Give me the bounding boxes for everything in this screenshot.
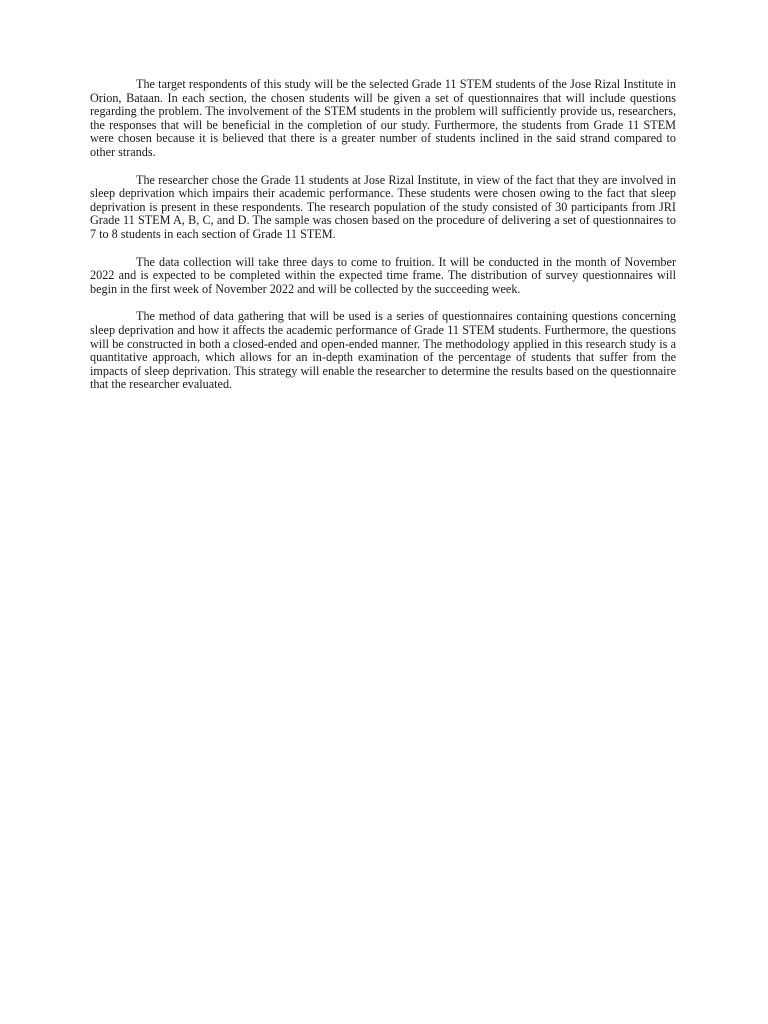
paragraph-data-collection: The data collection will take three days to come to fruition. It will be conducted in the month of November 2022 and is expected to be completed within the expected time frame. The distribution of survey questionnaires will begin in the first week of November 2022 and will be collected by the succeeding week. [90, 254, 676, 296]
paragraph-data-gathering-method: The method of data gathering that will be used is a series of questionnaires containing questions concerning sleep deprivation and how it affects the academic performance of Grade 11 STEM students. Furthermore, the questions will be constructed in both a closed-ended and open-ended manner. The methodology applied in this research study is a quantitative approach, which allows for an in-depth examination of the percentage of students that suffer from the impacts of sleep deprivation. This strategy will enable the researcher to determine the results based on the questionnaire that the researcher evaluated. [90, 309, 676, 392]
paragraph-target-respondents: The target respondents of this study will be the selected Grade 11 STEM students of the Jose Rizal Institute in Orion, Bataan. In each section, the chosen students will be given a set of questionnaires that will include questions regarding the problem. The involvement of the STEM students in the problem will sufficiently provide us, researchers, the responses that will be beneficial in the completion of our study. Furthermore, the students from Grade 11 STEM were chosen because it is believed that there is a greater number of students inclined in the said strand compared to other strands. [90, 77, 676, 159]
document-body [90, 78, 676, 406]
paragraph-research-population: The researcher chose the Grade 11 students at Jose Rizal Institute, in view of the fact that they are involved in sleep deprivation which impairs their academic performance. These students were chosen owing to the fact that sleep deprivation is present in these respondents. The research population of the study consisted of 30 participants from JRI Grade 11 STEM A, B, C, and D. The sample was chosen based on the procedure of delivering a set of questionnaires to 7 to 8 students in each section of Grade 11 STEM. [90, 172, 676, 241]
